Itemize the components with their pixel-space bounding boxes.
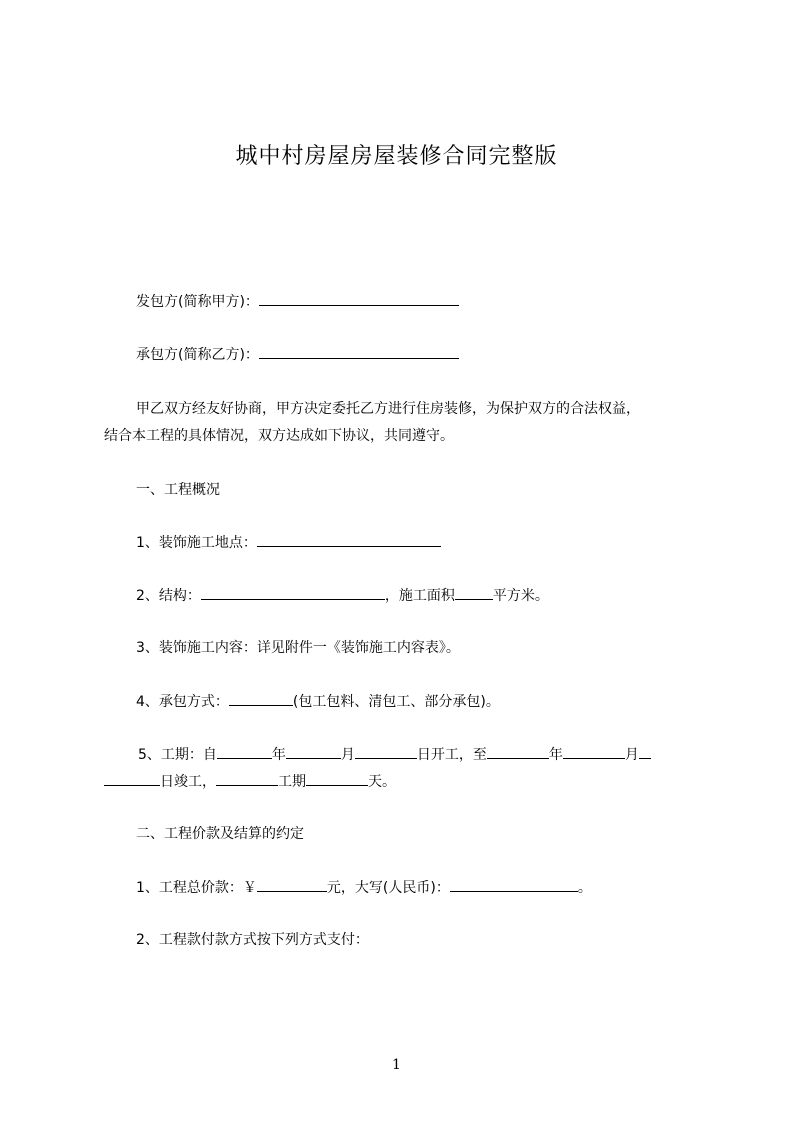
start-month-blank[interactable] — [286, 744, 341, 759]
location-blank[interactable] — [257, 532, 441, 547]
item-1-4-line — [136, 691, 500, 712]
page-number: 1 — [392, 1057, 401, 1073]
end-day-blank-start[interactable] — [639, 744, 651, 759]
structure-blank[interactable] — [201, 585, 385, 600]
total-price-blank[interactable] — [257, 877, 327, 892]
duration-days-blank[interactable] — [306, 771, 368, 786]
item-2-1-line — [136, 877, 592, 898]
item-1-5-line-2 — [104, 771, 396, 792]
item-1-1-line — [136, 532, 441, 553]
item-1-3-line: 3、装饰施工内容：详见附件一《装饰施工内容表》。 — [136, 640, 460, 656]
duration-label: 工期 — [278, 774, 306, 790]
end-month-blank[interactable] — [563, 744, 625, 759]
total-price-label: 1、工程总价款：￥ — [136, 880, 257, 896]
end-year-unit: 年 — [548, 747, 563, 763]
party-b-line — [136, 344, 459, 365]
total-price-words-blank[interactable] — [450, 877, 578, 892]
total-price-words-label: 元，大写(人民币)： — [326, 880, 450, 896]
item-2-2-line: 2、工程款付款方式按下列方式支付： — [136, 932, 369, 948]
item-1-1-label: 1、装饰施工地点： — [136, 535, 257, 551]
duration-prefix-blank[interactable] — [216, 771, 278, 786]
start-year-unit: 年 — [271, 747, 286, 763]
intro-line-2: 结合本工程的具体情况，双方达成如下协议，共同遵守。 — [104, 428, 454, 444]
total-price-end: 。 — [577, 880, 592, 896]
document-title: 城中村房屋房屋装修合同完整版 — [235, 144, 558, 169]
party-b-label: 承包方(简称乙方)： — [136, 347, 259, 363]
area-label: ，施工面积 — [384, 588, 455, 604]
item-1-2-line — [136, 585, 549, 606]
contract-mode-blank[interactable] — [229, 691, 293, 706]
intro-line-1: 甲乙双方经友好协商，甲方决定委托乙方进行住房装修，为保护双方的合法权益， — [136, 401, 640, 417]
start-year-blank[interactable] — [217, 744, 272, 759]
area-blank[interactable] — [455, 585, 493, 600]
start-day-unit: 日开工，至 — [416, 747, 487, 763]
start-month-unit: 月 — [340, 747, 355, 763]
party-b-blank[interactable] — [259, 344, 459, 359]
item-1-4-label: 4、承包方式： — [136, 694, 229, 710]
party-a-line — [136, 291, 459, 312]
party-a-label: 发包方(简称甲方)： — [136, 294, 259, 310]
period-start-label: 5、工期：自 — [138, 747, 217, 763]
start-day-blank[interactable] — [355, 744, 417, 759]
end-day-blank[interactable] — [104, 771, 160, 786]
section-1-heading: 一、工程概况 — [136, 482, 220, 498]
duration-unit: 天。 — [368, 774, 396, 790]
end-month-unit: 月 — [624, 747, 639, 763]
area-unit: 平方米。 — [492, 588, 549, 604]
party-a-blank[interactable] — [259, 291, 459, 306]
section-2-heading: 二、工程价款及结算的约定 — [136, 826, 304, 842]
item-1-5-line-1 — [138, 744, 651, 765]
contract-mode-options: (包工包料、清包工、部分承包)。 — [292, 694, 500, 710]
end-year-blank[interactable] — [487, 744, 549, 759]
item-1-2-label: 2、结构： — [136, 588, 201, 604]
end-day-unit: 日竣工， — [160, 774, 216, 790]
